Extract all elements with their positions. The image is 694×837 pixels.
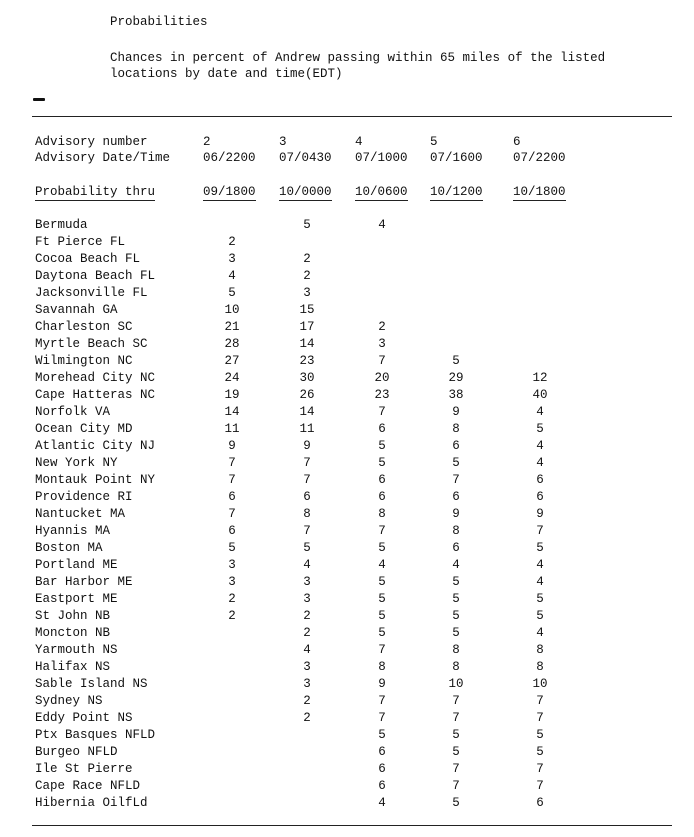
probability-value: 3 [228,252,236,266]
advisory-number-col-5: 6 [513,135,521,149]
table-row [0,387,694,404]
advisory-datetime-col-2: 07/0430 [279,151,332,165]
probability-value: 6 [378,422,386,436]
location-name: Myrtle Beach SC [35,337,148,351]
location-name: Sydney NS [35,694,103,708]
table-row [0,574,694,591]
location-name: Charleston SC [35,320,133,334]
probability-value: 6 [378,490,386,504]
probability-value: 6 [378,473,386,487]
location-name: Sable Island NS [35,677,148,691]
description-line-1: Chances in percent of Andrew passing within 65 miles of the listed [110,51,606,65]
probability-value: 21 [224,320,240,334]
probability-value: 5 [378,541,386,555]
probability-value: 10 [448,677,464,691]
probability-value: 3 [228,575,236,589]
table-row [0,251,694,268]
location-name: Savannah GA [35,303,118,317]
location-name: Yarmouth NS [35,643,118,657]
probability-value: 3 [303,592,311,606]
probability-thru-col-1 [203,184,256,200]
probability-value: 7 [536,762,544,776]
table-row [0,795,694,812]
probability-value: 24 [224,371,240,385]
probability-value: 8 [452,524,460,538]
table-row [0,421,694,438]
probability-value: 26 [299,388,315,402]
probability-value: 7 [536,711,544,725]
probability-value: 10 [224,303,240,317]
probability-value: 3 [303,660,311,674]
probability-value: 5 [378,728,386,742]
probability-value: 2 [303,711,311,725]
corner-mark [33,98,45,101]
location-name: Bermuda [35,218,88,232]
table-row [0,404,694,421]
probability-value: 5 [452,626,460,640]
probability-value: 9 [452,507,460,521]
location-name: Ptx Basques NFLD [35,728,156,742]
probability-value: 5 [303,541,311,555]
probability-value: 7 [378,711,386,725]
probability-value: 6 [303,490,311,504]
probability-value: 8 [452,660,460,674]
location-name: Bar Harbor ME [35,575,133,589]
probability-value: 2 [303,694,311,708]
probability-value: 8 [452,422,460,436]
table-row [0,268,694,285]
probability-thru-label [35,184,155,200]
probability-value: 7 [452,711,460,725]
probability-value: 10 [532,677,548,691]
probability-value: 5 [452,354,460,368]
probability-thru-col-3-text: 10/0600 [355,185,408,199]
advisory-number-col-1: 2 [203,135,211,149]
probability-value: 5 [452,745,460,759]
probability-value: 7 [536,779,544,793]
probability-value: 5 [452,592,460,606]
probability-value: 5 [452,575,460,589]
advisory-number-col-3: 4 [355,135,363,149]
location-name: Providence RI [35,490,133,504]
probability-value: 4 [228,269,236,283]
location-name: Ft Pierce FL [35,235,126,249]
probability-value: 4 [452,558,460,572]
probability-value: 7 [228,507,236,521]
probability-value: 6 [452,490,460,504]
table-row [0,472,694,489]
probability-thru-col-4-text: 10/1200 [430,185,483,199]
probability-value: 6 [536,473,544,487]
location-name: Atlantic City NJ [35,439,156,453]
probability-value: 6 [452,541,460,555]
probability-value: 7 [536,694,544,708]
probability-value: 5 [536,422,544,436]
table-row [0,370,694,387]
probability-value: 5 [378,609,386,623]
probability-value: 8 [536,643,544,657]
page-title: Probabilities [110,15,208,29]
probability-value: 12 [532,371,548,385]
probability-value: 7 [378,694,386,708]
probability-value: 5 [228,541,236,555]
probability-value: 30 [299,371,315,385]
advisory-datetime-col-5: 07/2200 [513,151,566,165]
location-name: Norfolk VA [35,405,111,419]
probability-value: 2 [303,626,311,640]
probability-value: 5 [536,609,544,623]
location-name: Ocean City MD [35,422,133,436]
probability-value: 4 [536,558,544,572]
table-row [0,506,694,523]
probability-value: 3 [303,286,311,300]
probability-value: 5 [536,745,544,759]
advisory-number-col-2: 3 [279,135,287,149]
probability-value: 27 [224,354,240,368]
probability-value: 5 [536,728,544,742]
table-row [0,642,694,659]
location-name: Montauk Point NY [35,473,156,487]
location-name: Halifax NS [35,660,111,674]
probability-value: 5 [378,439,386,453]
advisory-datetime-label: Advisory Date/Time [35,151,171,165]
probability-value: 8 [303,507,311,521]
probability-value: 40 [532,388,548,402]
probability-value: 7 [378,354,386,368]
table-row [0,744,694,761]
location-name: Burgeo NFLD [35,745,118,759]
probability-value: 5 [378,575,386,589]
probability-thru-col-5 [513,184,566,200]
probability-value: 2 [303,252,311,266]
location-name: Jacksonville FL [35,286,148,300]
probability-value: 7 [378,643,386,657]
table-row [0,693,694,710]
location-name: Boston MA [35,541,103,555]
location-name: Hibernia OilfLd [35,796,148,810]
probability-thru-col-5-text: 10/1800 [513,185,566,199]
table-row [0,540,694,557]
probability-value: 2 [228,235,236,249]
probability-value: 3 [228,558,236,572]
location-name: Wilmington NC [35,354,133,368]
probability-value: 7 [378,524,386,538]
location-name: Portland ME [35,558,118,572]
advisory-datetime-col-4: 07/1600 [430,151,483,165]
probability-value: 19 [224,388,240,402]
probability-value: 7 [452,762,460,776]
table-row [0,557,694,574]
probability-value: 8 [378,507,386,521]
location-name: Daytona Beach FL [35,269,156,283]
probability-value: 7 [452,473,460,487]
probability-value: 4 [378,218,386,232]
table-row [0,217,694,234]
table-row [0,659,694,676]
probability-value: 8 [378,660,386,674]
probability-value: 17 [299,320,315,334]
location-name: Hyannis MA [35,524,111,538]
location-name: Cocoa Beach FL [35,252,141,266]
probability-value: 3 [378,337,386,351]
probability-value: 4 [536,575,544,589]
table-row [0,336,694,353]
location-name: St John NB [35,609,111,623]
location-name: Cape Race NFLD [35,779,141,793]
probability-value: 6 [378,745,386,759]
probability-thru-text: Probability thru [35,185,156,199]
probability-value: 7 [303,473,311,487]
probability-value: 6 [378,779,386,793]
probability-value: 9 [303,439,311,453]
probability-value: 23 [299,354,315,368]
probability-value: 6 [536,796,544,810]
probability-value: 14 [224,405,240,419]
probability-thru-col-2 [279,184,332,200]
probability-value: 5 [536,592,544,606]
probability-value: 4 [303,558,311,572]
probability-value: 9 [228,439,236,453]
probability-value: 6 [228,490,236,504]
probability-value: 4 [536,439,544,453]
probability-value: 6 [228,524,236,538]
table-row [0,761,694,778]
probability-value: 2 [228,609,236,623]
advisory-number-label: Advisory number [35,135,148,149]
probability-value: 4 [536,456,544,470]
probability-value: 2 [303,269,311,283]
probability-value: 14 [299,405,315,419]
table-row [0,489,694,506]
location-name: Ile St Pierre [35,762,133,776]
probability-value: 6 [452,439,460,453]
probability-value: 8 [452,643,460,657]
probability-value: 5 [452,456,460,470]
probability-value: 4 [378,796,386,810]
location-name: Moncton NB [35,626,111,640]
probability-value: 29 [448,371,464,385]
location-name: Nantucket MA [35,507,126,521]
table-row [0,455,694,472]
table-row [0,353,694,370]
probability-value: 11 [299,422,315,436]
advisory-datetime-col-1: 06/2200 [203,151,256,165]
location-name: New York NY [35,456,118,470]
location-name: Cape Hatteras NC [35,388,156,402]
advisory-datetime-col-3: 07/1000 [355,151,408,165]
probability-value: 8 [536,660,544,674]
table-row [0,710,694,727]
probability-value: 28 [224,337,240,351]
probability-value: 14 [299,337,315,351]
probability-value: 9 [452,405,460,419]
probability-thru-col-2-text: 10/0000 [279,185,332,199]
probability-value: 11 [224,422,240,436]
probability-value: 6 [378,762,386,776]
probability-value: 5 [228,286,236,300]
location-name: Morehead City NC [35,371,156,385]
probability-value: 4 [378,558,386,572]
table-row [0,319,694,336]
probability-value: 4 [536,405,544,419]
probability-value: 2 [228,592,236,606]
table-row [0,438,694,455]
probability-value: 23 [374,388,390,402]
probability-value: 20 [374,371,390,385]
top-divider [32,116,672,117]
probability-value: 5 [452,796,460,810]
probability-value: 5 [378,626,386,640]
table-row [0,625,694,642]
probability-value: 7 [536,524,544,538]
probability-value: 7 [303,524,311,538]
probability-value: 5 [536,541,544,555]
probability-value: 9 [536,507,544,521]
table-row [0,778,694,795]
probability-value: 4 [303,643,311,657]
probability-value: 4 [536,626,544,640]
probability-value: 2 [378,320,386,334]
probability-value: 5 [378,592,386,606]
probability-value: 5 [378,456,386,470]
location-name: Eddy Point NS [35,711,133,725]
table-row [0,727,694,744]
probability-value: 5 [452,609,460,623]
bottom-divider [32,825,672,826]
table-row [0,234,694,251]
probability-value: 6 [536,490,544,504]
location-name: Eastport ME [35,592,118,606]
probability-value: 7 [378,405,386,419]
probability-value: 2 [303,609,311,623]
probability-value: 38 [448,388,464,402]
probability-value: 7 [303,456,311,470]
probability-thru-col-4 [430,184,483,200]
table-row [0,676,694,693]
probability-value: 7 [228,473,236,487]
probability-value: 9 [378,677,386,691]
probability-value: 3 [303,575,311,589]
advisory-number-col-4: 5 [430,135,438,149]
table-row [0,608,694,625]
table-row [0,591,694,608]
probability-value: 15 [299,303,315,317]
probability-value: 7 [452,779,460,793]
description-line-2: locations by date and time(EDT) [110,67,343,81]
table-row [0,523,694,540]
probability-value: 5 [303,218,311,232]
probability-thru-col-1-text: 09/1800 [203,185,256,199]
probability-value: 7 [452,694,460,708]
table-row [0,302,694,319]
probability-value: 5 [452,728,460,742]
probability-thru-col-3 [355,184,408,200]
probability-value: 3 [303,677,311,691]
probability-value: 7 [228,456,236,470]
table-row [0,285,694,302]
